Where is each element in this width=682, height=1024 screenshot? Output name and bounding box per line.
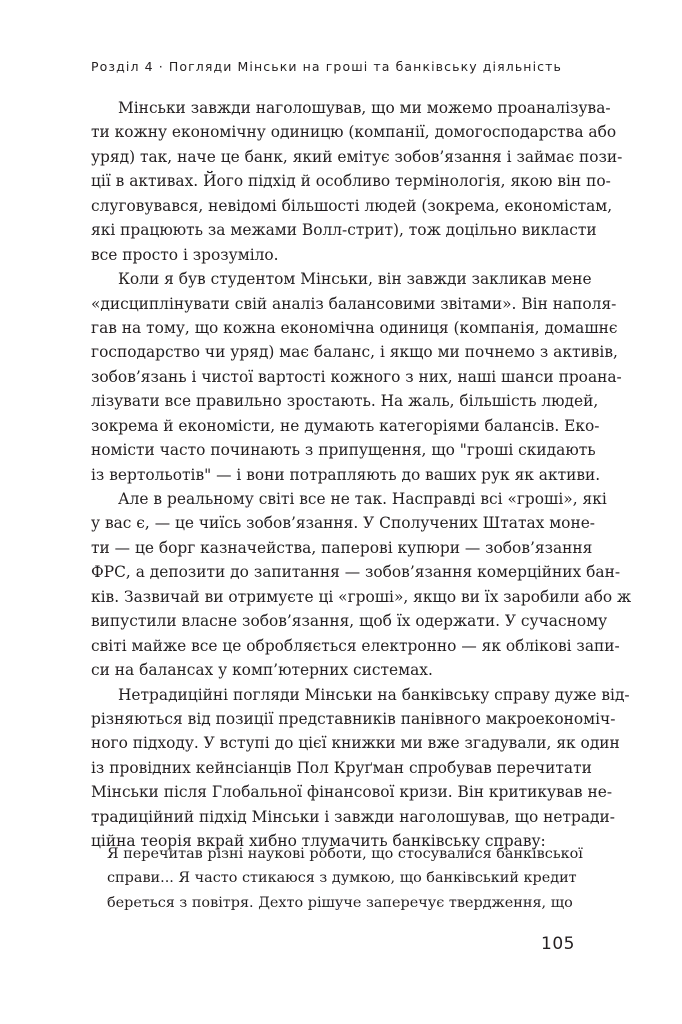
text-line: уряд) так, наче це банк, який емітує зобов’язання і займає пози- [91,147,623,166]
text-line: лізувати все правильно зростають. На жаль, більшість людей, [91,392,599,411]
text-line: слуговувався, невідомі більшості людей (зокрема, економістам, [91,196,613,215]
text-line: із провідних кейнсіанців Пол Круґман спробував перечитати [91,758,592,777]
text-line: ти кожну економічну одиницю (компанії, домогосподарства або [91,123,617,142]
text-line: номісти часто починають з припущення, що "гроші скидають [91,441,596,460]
quote-line: справи... Я часто стикаюся з думкою, що банківський кредит [107,870,577,887]
text-line: ти — це борг казначейства, паперові купюри — зобов’язання [91,538,593,557]
paragraph [91,267,622,487]
quote-line: Я перечитав різні наукові роботи, що стосувалися банківської [107,846,583,862]
quote-line: береться з повітря. Дехто рішуче заперечує твердження, що [107,894,573,911]
text-line: із вертольотів" — і вони потрапляють до ваших рук як активи. [91,465,601,484]
text-line: Нетрадиційні погляди Мінськи на банківську справу дуже від- [118,685,630,704]
text-line: світі майже все це обробляється електронно — як облікові запи- [91,636,620,655]
text-line: зобов’язань і чистої вартості кожного з них, наші шанси проана- [91,367,622,386]
text-line: Але в реальному світі все не так. Насправді всі «гроші», які [118,490,607,508]
text-line: Мінськи завжди наголошував, що ми можемо проаналізува- [118,99,611,117]
running-header: Розділ 4 · Погляди Мінськи на гроші та банківську діяльність [91,59,562,74]
text-line: все просто і зрозуміло. [91,245,279,264]
text-line: си на балансах у комп’ютерних системах. [91,661,433,680]
block-quote [107,842,583,915]
text-line: ків. Зазвичай ви отримуєте ці «гроші», якщо ви їх заробили або ж [91,587,632,606]
body-text [91,96,632,854]
text-line: зокрема й економісти, не думають категоріями балансів. Еко- [91,416,600,435]
text-line: ційна теорія вкрай хибно тлумачить банківську справу: [91,832,546,851]
text-line: випустили власне зобов’язання, щоб їх одержати. У сучасному [91,612,608,631]
text-line: у вас є, — це чиїсь зобов’язання. У Сполучених Штатах моне- [91,514,596,533]
page-number: 105 [541,934,575,954]
text-line: гав на тому, що кожна економічна одиниця (компанія, домашнє [91,318,618,337]
text-line: ФРС, а депозити до запитання — зобов’язання комерційних бан- [91,563,621,582]
text-line: господарство чи уряд) має баланс, і якщо ми почнемо з активів, [91,343,618,362]
text-line: Коли я був студентом Мінськи, він завжди закликав мене [118,270,592,289]
text-line: традиційний підхід Мінськи і завжди наголошував, що нетради- [91,807,615,826]
text-line: ції в активах. Його підхід й особливо термінологія, якою він по- [91,172,611,191]
text-line: різняються від позиції представників панівного макроекономіч- [91,709,616,728]
text-line: які працюють за межами Волл-стрит), тож доцільно викласти [91,221,597,240]
text-line: ного підходу. У вступі до цієї книжки ми вже згадували, як один [91,734,620,753]
paragraph [91,683,630,854]
text-line: «дисциплінувати свій аналіз балансовими звітами». Він наполя- [91,294,617,313]
paragraph [91,96,623,267]
text-line: Мінськи після Глобальної фінансової кризи. Він критикував не- [91,783,613,802]
paragraph [91,487,632,683]
